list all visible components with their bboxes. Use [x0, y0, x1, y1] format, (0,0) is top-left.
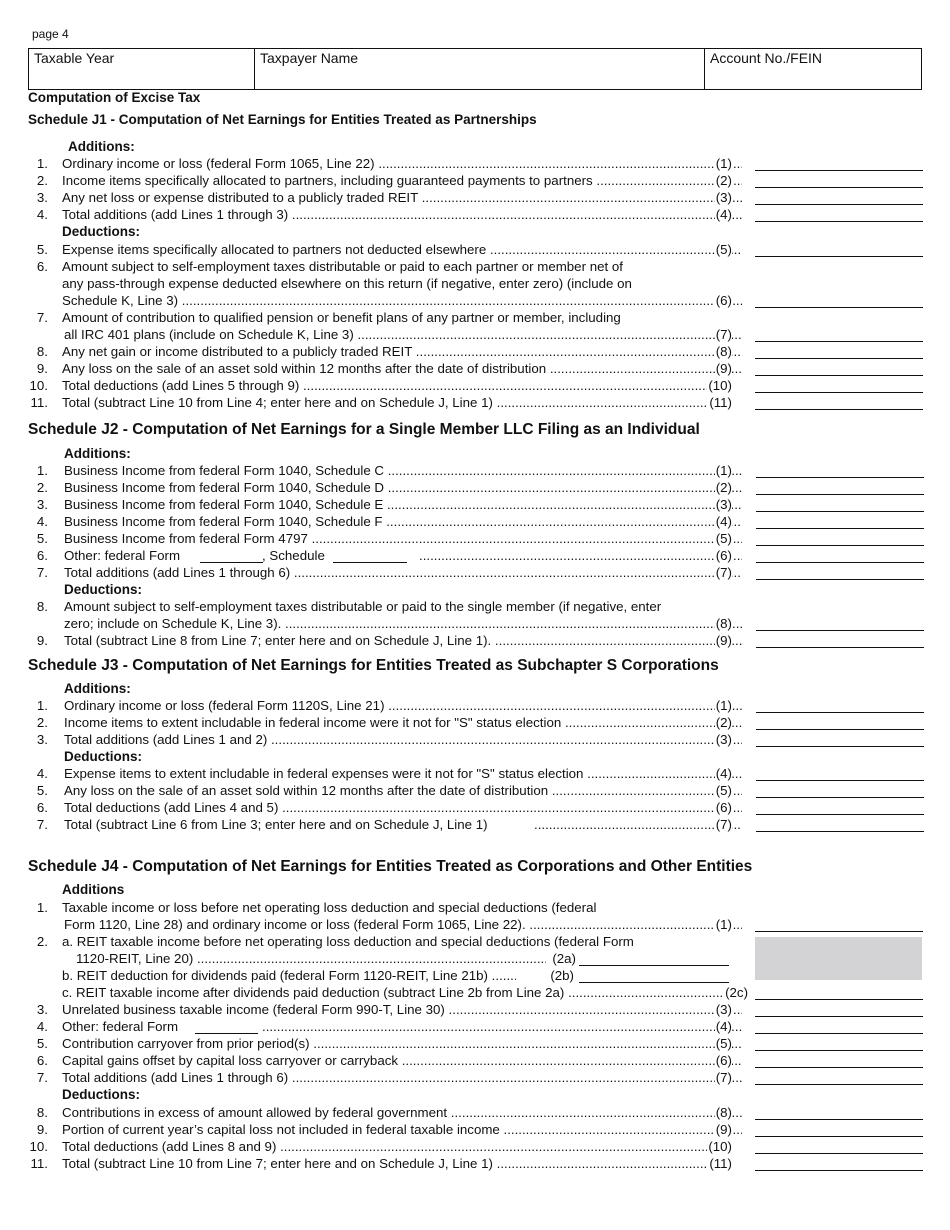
line-ref: (1)	[715, 463, 732, 478]
line-number: 2.	[36, 173, 48, 188]
line-text: Total additions (add Lines 1 through 3) .....	[62, 207, 742, 223]
line-text: Total deductions (add Lines 4 and 5) .....	[64, 800, 742, 816]
line-text: Any loss on the sale of an asset sold within 12 months after the date of distribution .....	[64, 783, 742, 799]
line-ref: (5)	[715, 783, 732, 798]
line-text: Contributions in excess of amount allowed by federal government .....	[62, 1105, 742, 1121]
j2-line-5-amount-field[interactable]	[756, 545, 924, 546]
line-number: 8.	[36, 1105, 48, 1120]
line-ref: (6)	[715, 548, 732, 563]
j4-line-2a-end	[0, 951, 950, 967]
j1-line-7-amount-field[interactable]	[755, 341, 923, 342]
leader-dots	[419, 548, 742, 564]
line-ref: (3)	[715, 1002, 732, 1017]
line-number: 4.	[36, 207, 48, 222]
j4-line-7-amount-field[interactable]	[755, 1084, 923, 1085]
j1-line-6-end	[0, 293, 950, 309]
j3-line-4	[0, 766, 950, 782]
j4-additions-heading: Additions	[62, 882, 125, 897]
j4-line-9	[0, 1122, 950, 1138]
j4-line-2b-amount-field[interactable]	[579, 982, 729, 983]
line-number: 8.	[36, 344, 48, 359]
line-ref: (2b)	[550, 968, 574, 983]
line-text: , Schedule	[262, 548, 325, 563]
line-text: Portion of current year’s capital loss not included in federal taxable income .....	[62, 1122, 742, 1138]
line-text: any pass-through expense deducted elsewhere on this return (if negative, enter zero) (include on	[62, 276, 632, 291]
line-ref: (7)	[715, 817, 732, 832]
line-number: 3.	[36, 1002, 48, 1017]
j1-additions-heading: Additions:	[68, 139, 135, 154]
j4-line-4	[0, 1019, 950, 1035]
line-text: Amount of contribution to qualified pension or benefit plans of any partner or member, including	[62, 310, 621, 325]
line-ref: (2)	[715, 173, 732, 188]
j1-line-4-amount-field[interactable]	[755, 221, 923, 222]
line-number: 5.	[36, 783, 48, 798]
line-text: Total deductions (add Lines 5 through 9) .....	[62, 378, 732, 394]
line-text: Business Income from federal Form 1040, Schedule C .....	[64, 463, 742, 479]
j3-line-6	[0, 800, 950, 816]
j1-line-5-amount-field[interactable]	[755, 256, 923, 257]
j4-line-3-amount-field[interactable]	[755, 1016, 923, 1017]
line-text: Any net loss or expense distributed to a publicly traded REIT .....	[62, 190, 742, 206]
j1-line-3-amount-field[interactable]	[755, 204, 923, 205]
line-text: Unrelated business taxable income (federal Form 990-T, Line 30) .....	[62, 1002, 742, 1018]
taxable-year-field[interactable]: Taxable Year	[29, 49, 255, 89]
j2-line-6-schedule-field[interactable]	[333, 562, 407, 563]
line-number: 1.	[36, 156, 48, 171]
line-ref: (4)	[715, 766, 732, 781]
line-text: Expense items to extent includable in federal expenses were it not for "S" status election .....	[64, 766, 742, 782]
line-text: Total (subtract Line 10 from Line 4; enter here and on Schedule J, Line 1) .....	[62, 395, 732, 411]
j4-line-10	[0, 1139, 950, 1155]
line-ref: (4)	[715, 207, 732, 222]
j3-line-5	[0, 783, 950, 799]
line-text: Contribution carryover from prior period(s) .....	[62, 1036, 742, 1052]
j2-line-6-form-field[interactable]	[200, 562, 263, 563]
line-ref: (4)	[715, 514, 732, 529]
line-text: all IRC 401 plans (include on Schedule K, Line 3) .....	[64, 327, 742, 343]
line-number: 3.	[36, 190, 48, 205]
line-number: 9.	[36, 633, 48, 648]
line-number: 1.	[36, 900, 48, 915]
leader-dots	[534, 817, 742, 833]
j4-line-11	[0, 1156, 950, 1172]
line-ref: (7)	[715, 1070, 732, 1085]
j4-line-8	[0, 1105, 950, 1121]
j4-line-11-amount-field[interactable]	[755, 1170, 923, 1171]
j4-line-6-amount-field[interactable]	[755, 1067, 923, 1068]
line-number: 6.	[36, 259, 48, 274]
line-ref: (2a)	[552, 951, 576, 966]
line-text: Ordinary income or loss (federal Form 1120S, Line 21) .....	[64, 698, 742, 714]
j2-line-1-amount-field[interactable]	[756, 477, 924, 478]
line-text: Other: federal Form	[64, 548, 181, 563]
j2-line-8	[0, 599, 950, 615]
line-number: 7.	[36, 310, 48, 325]
line-text: Expense items specifically allocated to partners not deducted elsewhere .....	[62, 242, 742, 258]
line-number: 5.	[36, 242, 48, 257]
j3-line-1	[0, 698, 950, 714]
j1-line-1-amount-field[interactable]	[755, 170, 923, 171]
line-number: 7.	[36, 817, 48, 832]
j3-line-4-amount-field[interactable]	[756, 780, 924, 781]
j1-line-7-end	[0, 327, 950, 343]
line-ref: (6)	[715, 1053, 732, 1068]
line-number: 6.	[36, 800, 48, 815]
line-ref: (3)	[715, 497, 732, 512]
line-text: Taxable income or loss before net operating loss deduction and special deductions (federal	[62, 900, 597, 915]
j2-line-3	[0, 497, 950, 513]
schedule-j1-title: Schedule J1 - Computation of Net Earnings for Entities Treated as Partnerships	[28, 112, 537, 127]
line-text: Any loss on the sale of an asset sold within 12 months after the date of distribution .....	[62, 361, 742, 377]
line-number: 7.	[36, 565, 48, 580]
line-text: Income items specifically allocated to partners, including guaranteed payments to partners .....	[62, 173, 742, 189]
j1-line-11-amount-field[interactable]	[755, 409, 923, 410]
line-ref: (2c)	[725, 985, 748, 1000]
j1-line-6-amount-field[interactable]	[755, 307, 923, 308]
line-ref: (7)	[715, 327, 732, 342]
j4-line-5-amount-field[interactable]	[755, 1050, 923, 1051]
j4-line-6	[0, 1053, 950, 1069]
j4-line-4-form-field[interactable]	[195, 1033, 258, 1034]
j1-line-10-amount-field[interactable]	[755, 392, 923, 393]
line-number: 10.	[29, 378, 48, 393]
line-text: zero; include on Schedule K, Line 3). .....	[64, 616, 742, 632]
j1-line-11	[0, 395, 950, 411]
j1-line-4	[0, 207, 950, 223]
line-ref: (1)	[715, 917, 732, 932]
line-text: Total (subtract Line 6 from Line 3; enter here and on Schedule J, Line 1)	[64, 817, 488, 832]
line-text: c. REIT taxable income after dividends paid deduction (subtract Line 2b from Line 2a) .....	[62, 985, 732, 1001]
line-text: Total additions (add Lines 1 through 6) .....	[62, 1070, 742, 1086]
line-ref: (11)	[709, 1156, 732, 1171]
j3-line-2	[0, 715, 950, 731]
page-number: page 4	[32, 27, 69, 41]
j1-line-2	[0, 173, 950, 189]
j4-line-2c-amount-field[interactable]	[755, 999, 923, 1000]
j1-line-6	[0, 259, 950, 275]
line-ref: (8)	[715, 344, 732, 359]
j4-line-2a-amount-field[interactable]	[579, 965, 729, 966]
line-ref: (9)	[715, 633, 732, 648]
line-text: Any net gain or income distributed to a publicly traded REIT .....	[62, 344, 742, 360]
line-text: Total (subtract Line 8 from Line 7; enter here and on Schedule J, Line 1). .....	[64, 633, 742, 649]
line-text: Schedule K, Line 3) .....	[62, 293, 742, 309]
j1-line-3	[0, 190, 950, 206]
line-number: 4.	[36, 514, 48, 529]
j3-line-6-amount-field[interactable]	[756, 814, 924, 815]
j4-line-5	[0, 1036, 950, 1052]
j4-line-1-amount-field[interactable]	[755, 931, 923, 932]
j2-line-8-end	[0, 616, 950, 632]
j2-line-8-amount-field[interactable]	[756, 630, 924, 631]
j3-line-2-amount-field[interactable]	[756, 729, 924, 730]
line-ref: (10)	[708, 1139, 732, 1154]
line-text: Business Income from federal Form 1040, Schedule D .....	[64, 480, 742, 496]
j4-line-2c	[0, 985, 950, 1001]
j4-line-4-amount-field[interactable]	[755, 1033, 923, 1034]
line-text: Ordinary income or loss (federal Form 1065, Line 22) .....	[62, 156, 742, 172]
j3-line-7	[0, 817, 950, 833]
line-number: 2.	[36, 934, 48, 949]
j1-line-5	[0, 242, 950, 258]
line-text: Other: federal Form	[62, 1019, 179, 1034]
line-ref: (4)	[715, 1019, 732, 1034]
line-text: b. REIT deduction for dividends paid (federal Form 1120-REIT, Line 21b) .....	[62, 968, 516, 984]
j1-deductions-heading: Deductions:	[62, 224, 141, 239]
j2-line-2-amount-field[interactable]	[756, 494, 924, 495]
line-ref: (7)	[715, 565, 732, 580]
taxpayer-name-field[interactable]: Taxpayer Name	[255, 49, 705, 89]
j2-deductions-heading: Deductions:	[64, 582, 143, 597]
line-number: 4.	[36, 1019, 48, 1034]
j3-additions-heading: Additions:	[64, 681, 131, 696]
line-number: 6.	[36, 1053, 48, 1068]
j3-line-3-amount-field[interactable]	[756, 746, 924, 747]
leader-dots	[262, 1019, 742, 1035]
line-number: 11.	[30, 1156, 48, 1171]
line-ref: (3)	[715, 190, 732, 205]
j2-line-5	[0, 531, 950, 547]
line-text: Business Income from federal Form 1040, Schedule F .....	[64, 514, 742, 530]
j4-line-1	[0, 900, 950, 916]
line-text: Total (subtract Line 10 from Line 7; enter here and on Schedule J, Line 1) .....	[62, 1156, 732, 1172]
line-ref: (5)	[715, 242, 732, 257]
line-number: 2.	[36, 715, 48, 730]
line-ref: (1)	[715, 156, 732, 171]
line-text: a. REIT taxable income before net operating loss deduction and special deductions (federal Form	[62, 934, 634, 949]
line-number: 3.	[36, 732, 48, 747]
line-text: Total additions (add Lines 1 and 2) .....	[64, 732, 742, 748]
j2-line-7-amount-field[interactable]	[756, 579, 924, 580]
line-text: Amount subject to self-employment taxes distributable or paid to the single member (if negative, enter	[64, 599, 662, 614]
line-text: Total deductions (add Lines 8 and 9) .....	[62, 1139, 732, 1155]
line-number: 1.	[36, 698, 48, 713]
account-no-field[interactable]: Account No./FEIN	[710, 50, 823, 66]
j2-line-4-amount-field[interactable]	[756, 528, 924, 529]
line-number: 5.	[36, 531, 48, 546]
j2-line-3-amount-field[interactable]	[756, 511, 924, 512]
line-number: 8.	[36, 599, 48, 614]
line-text: Business Income from federal Form 1040, Schedule E .....	[64, 497, 742, 513]
line-number: 7.	[36, 1070, 48, 1085]
j2-line-7	[0, 565, 950, 581]
line-number: 5.	[36, 1036, 48, 1051]
schedule-j3-title: Schedule J3 - Computation of Net Earnings for Entities Treated as Subchapter S Corporations	[28, 657, 719, 674]
line-ref: (5)	[715, 531, 732, 546]
line-text: Form 1120, Line 28) and ordinary income or loss (federal Form 1065, Line 22). .....	[64, 917, 742, 933]
j3-line-3	[0, 732, 950, 748]
j1-line-7	[0, 310, 950, 326]
line-text: Capital gains offset by capital loss carryover or carryback .....	[62, 1053, 742, 1069]
line-number: 6.	[36, 548, 48, 563]
line-number: 9.	[36, 1122, 48, 1137]
j2-line-6	[0, 548, 950, 564]
j4-line-8-amount-field[interactable]	[755, 1119, 923, 1120]
line-ref: (6)	[715, 800, 732, 815]
j3-line-7-amount-field[interactable]	[756, 831, 924, 832]
j2-additions-heading: Additions:	[64, 446, 131, 461]
j1-line-9-amount-field[interactable]	[755, 375, 923, 376]
line-ref: (9)	[715, 1122, 732, 1137]
j3-line-5-amount-field[interactable]	[756, 797, 924, 798]
j3-deductions-heading: Deductions:	[64, 749, 143, 764]
j4-line-10-amount-field[interactable]	[755, 1153, 923, 1154]
j4-line-1-end	[0, 917, 950, 933]
line-ref: (11)	[709, 395, 732, 410]
j2-line-2	[0, 480, 950, 496]
line-ref: (9)	[715, 361, 732, 376]
j4-line-3	[0, 1002, 950, 1018]
line-number: 2.	[36, 480, 48, 495]
j2-line-9-amount-field[interactable]	[756, 647, 924, 648]
j4-line-7	[0, 1070, 950, 1086]
line-ref: (2)	[715, 715, 732, 730]
line-ref: (5)	[715, 1036, 732, 1051]
j4-line-9-amount-field[interactable]	[755, 1136, 923, 1137]
line-ref: (6)	[715, 293, 732, 308]
line-number: 3.	[36, 497, 48, 512]
j1-line-6-cont	[0, 276, 950, 292]
j2-line-6-amount-field[interactable]	[756, 562, 924, 563]
line-ref: (3)	[715, 732, 732, 747]
line-ref: (1)	[715, 698, 732, 713]
line-text: Business Income from federal Form 4797 .....	[64, 531, 742, 547]
j3-line-1-amount-field[interactable]	[756, 712, 924, 713]
taxpayer-header-table	[28, 48, 922, 90]
j1-line-10	[0, 378, 950, 394]
line-text: Total additions (add Lines 1 through 6) .....	[64, 565, 742, 581]
j1-line-8-amount-field[interactable]	[755, 358, 923, 359]
line-ref: (8)	[715, 1105, 732, 1120]
line-number: 11.	[30, 395, 48, 410]
schedule-j2-title: Schedule J2 - Computation of Net Earnings for a Single Member LLC Filing as an Individual	[28, 421, 700, 438]
line-ref: (10)	[708, 378, 732, 393]
j2-line-1	[0, 463, 950, 479]
j4-line-2b	[0, 968, 950, 984]
line-ref: (8)	[715, 616, 732, 631]
j1-line-2-amount-field[interactable]	[755, 187, 923, 188]
j1-line-8	[0, 344, 950, 360]
j1-line-1	[0, 156, 950, 172]
j4-deductions-heading: Deductions:	[62, 1087, 141, 1102]
line-text: 1120-REIT, Line 20) .....	[76, 951, 546, 967]
schedule-j4-title: Schedule J4 - Computation of Net Earnings for Entities Treated as Corporations and Other Entities	[28, 858, 753, 875]
line-ref: (2)	[715, 480, 732, 495]
j2-line-9	[0, 633, 950, 649]
line-text: Income items to extent includable in federal income were it not for "S" status election .....	[64, 715, 742, 731]
j2-line-4	[0, 514, 950, 530]
line-number: 1.	[36, 463, 48, 478]
main-title: Computation of Excise Tax	[28, 90, 201, 105]
j1-line-9	[0, 361, 950, 377]
line-text: Amount subject to self-employment taxes distributable or paid to each partner or member net of	[62, 259, 623, 274]
line-number: 10.	[29, 1139, 48, 1154]
line-number: 9.	[36, 361, 48, 376]
line-number: 4.	[36, 766, 48, 781]
